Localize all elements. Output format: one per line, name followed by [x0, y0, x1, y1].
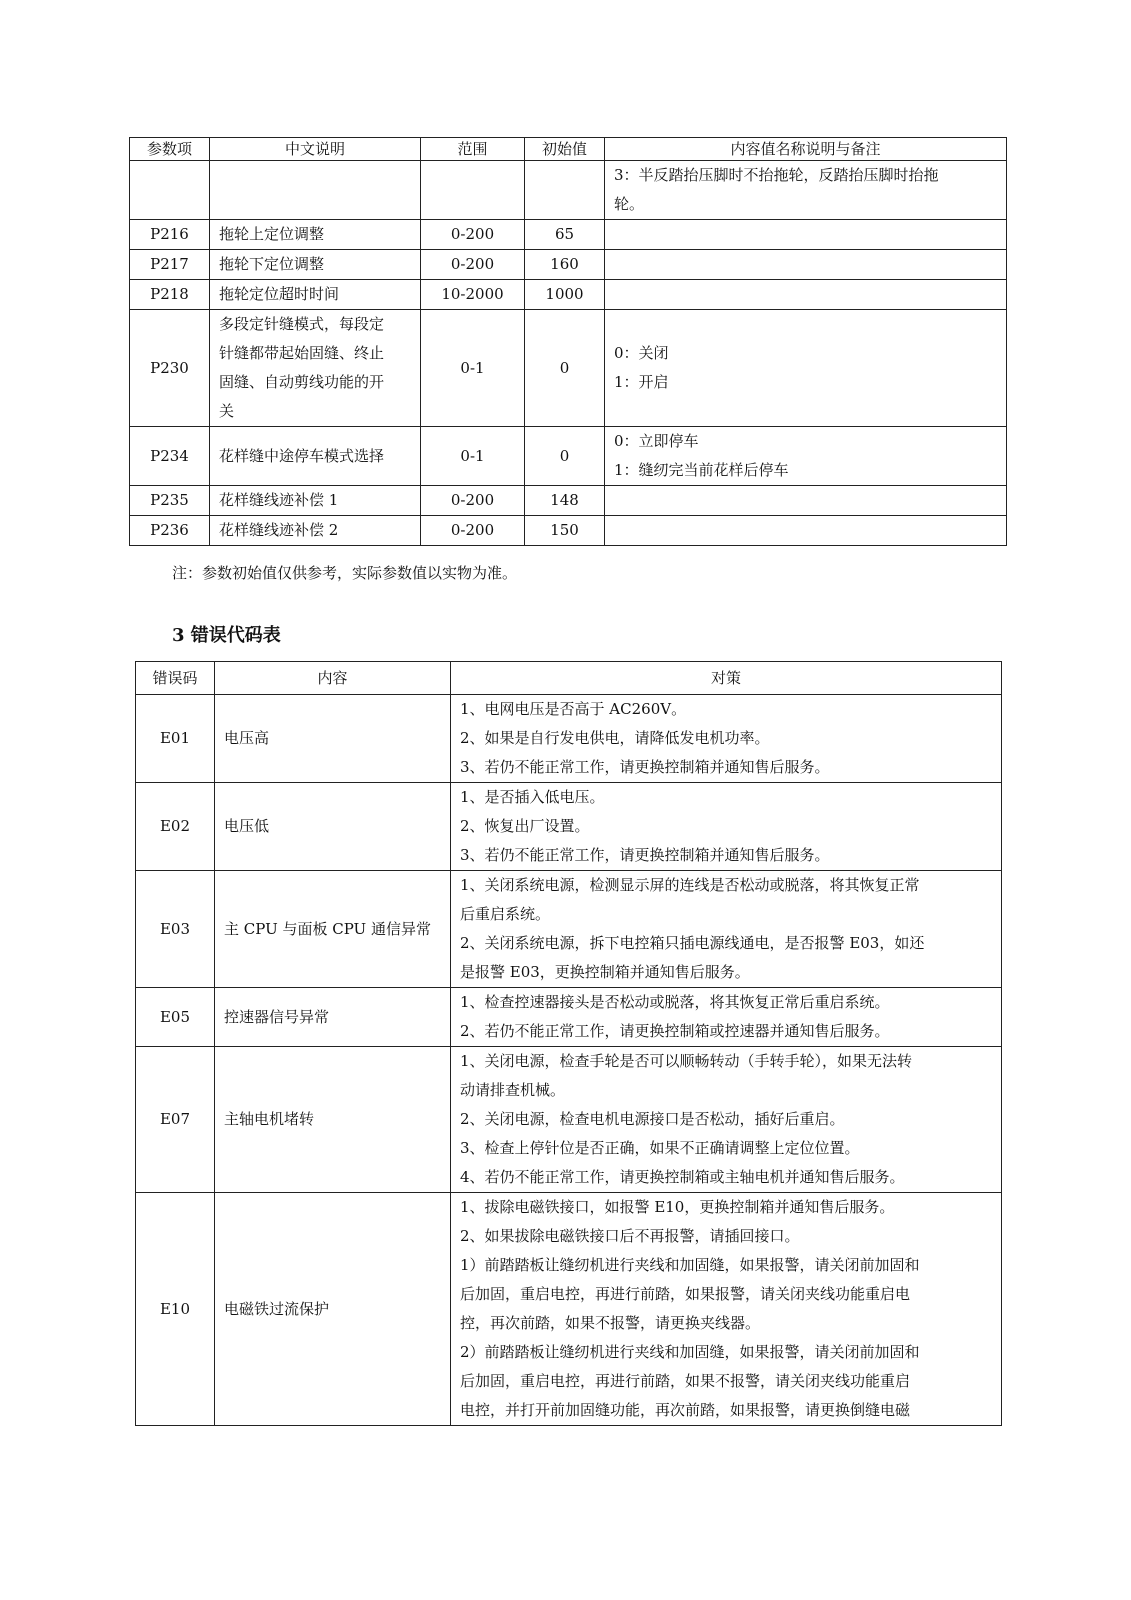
error-content: 主轴电机堵转 — [215, 1047, 451, 1193]
error-countermeasure-line: 2、如果拔除电磁铁接口后不再报警，请插回接口。 — [460, 1227, 800, 1245]
header-range: 范围 — [421, 138, 525, 161]
error-row — [136, 1193, 1002, 1426]
error-content: 电磁铁过流保护 — [215, 1193, 451, 1426]
param-description — [210, 486, 421, 516]
error-countermeasure — [451, 1193, 1002, 1426]
param-initial-value: 1000 — [525, 280, 605, 310]
error-countermeasure-line: 动请排查机械。 — [460, 1081, 566, 1099]
param-description — [210, 250, 421, 280]
param-remarks — [605, 161, 1007, 220]
error-code: E02 — [136, 783, 215, 871]
header-content: 内容 — [215, 662, 451, 695]
param-remarks-line: 1：缝纫完当前花样后停车 — [614, 461, 789, 479]
param-remarks — [605, 250, 1007, 280]
error-content: 电压低 — [215, 783, 451, 871]
parameter-row — [130, 161, 1007, 220]
header-param-code: 参数项 — [130, 138, 210, 161]
error-countermeasure-line: 后重启系统。 — [460, 905, 551, 923]
error-countermeasure-line: 2、若仍不能正常工作，请更换控制箱或控速器并通知售后服务。 — [460, 1022, 890, 1040]
header-countermeasure: 对策 — [451, 662, 1002, 695]
parameter-table-header — [130, 138, 1007, 161]
param-range: 0-1 — [421, 310, 525, 427]
error-countermeasure-line: 电控，并打开前加固缝功能，再次前踏，如果报警，请更换倒缝电磁 — [460, 1401, 911, 1419]
error-countermeasure-line: 1、检查控速器接头是否松动或脱落，将其恢复正常后重启系统。 — [460, 993, 890, 1011]
param-description — [210, 280, 421, 310]
error-countermeasure — [451, 988, 1002, 1047]
error-countermeasure-line: 后加固，重启电控，再进行前踏，如果报警，请关闭夹线功能重启电 — [460, 1285, 911, 1303]
param-description-line: 拖轮下定位调整 — [219, 255, 325, 273]
error-countermeasure-line: 2、如果是自行发电供电，请降低发电机功率。 — [460, 729, 770, 747]
param-remarks-line: 0：关闭 — [614, 344, 669, 362]
error-code: E05 — [136, 988, 215, 1047]
param-range: 10-2000 — [421, 280, 525, 310]
error-countermeasure — [451, 871, 1002, 988]
header-error-code: 错误码 — [136, 662, 215, 695]
error-countermeasure-line: 2、关闭系统电源，拆下电控箱只插电源线通电，是否报警 E03，如还 — [460, 934, 925, 952]
parameter-row — [130, 516, 1007, 546]
parameter-row — [130, 220, 1007, 250]
param-code: P236 — [130, 516, 210, 546]
parameter-row — [130, 427, 1007, 486]
error-code: E10 — [136, 1193, 215, 1426]
error-row — [136, 783, 1002, 871]
param-range — [421, 161, 525, 220]
param-description — [210, 516, 421, 546]
parameter-row — [130, 250, 1007, 280]
error-countermeasure-line: 1、关闭系统电源，检测显示屏的连线是否松动或脱落，将其恢复正常 — [460, 876, 920, 894]
param-code: P230 — [130, 310, 210, 427]
param-description-line: 多段定针缝模式，每段定 — [219, 315, 385, 333]
error-countermeasure-line: 1、是否插入低电压。 — [460, 788, 605, 806]
error-row — [136, 1047, 1002, 1193]
error-countermeasure-line: 1、关闭电源，检查手轮是否可以顺畅转动（手转手轮），如果无法转 — [460, 1052, 913, 1070]
param-initial-value: 148 — [525, 486, 605, 516]
param-description-line: 针缝都带起始固缝、终止 — [219, 344, 385, 362]
param-description-line: 花样缝线迹补偿 1 — [219, 491, 339, 509]
param-description — [210, 310, 421, 427]
error-countermeasure — [451, 695, 1002, 783]
param-remarks-line: 0：立即停车 — [614, 432, 699, 450]
error-content: 控速器信号异常 — [215, 988, 451, 1047]
param-description-line: 关 — [219, 402, 235, 420]
param-range: 0-200 — [421, 516, 525, 546]
param-description-line: 拖轮上定位调整 — [219, 225, 325, 243]
param-code — [130, 161, 210, 220]
error-countermeasure-line: 控，再次前踏，如果不报警，请更换夹线器。 — [460, 1314, 761, 1332]
param-remarks-line: 轮。 — [614, 195, 645, 213]
error-countermeasure-line: 后加固，重启电控，再进行前踏，如果不报警，请关闭夹线功能重启 — [460, 1372, 911, 1390]
error-countermeasure-line: 2）前踏踏板让缝纫机进行夹线和加固缝，如果报警，请关闭前加固和 — [460, 1343, 920, 1361]
param-code: P217 — [130, 250, 210, 280]
param-description — [210, 220, 421, 250]
param-remarks — [605, 220, 1007, 250]
param-initial-value — [525, 161, 605, 220]
parameter-row — [130, 486, 1007, 516]
param-initial-value: 160 — [525, 250, 605, 280]
param-initial-value: 0 — [525, 427, 605, 486]
error-countermeasure-line: 1）前踏踏板让缝纫机进行夹线和加固缝，如果报警，请关闭前加固和 — [460, 1256, 920, 1274]
param-description — [210, 427, 421, 486]
error-countermeasure — [451, 783, 1002, 871]
header-remarks: 内容值名称说明与备注 — [605, 138, 1007, 161]
param-remarks — [605, 427, 1007, 486]
param-range: 0-200 — [421, 486, 525, 516]
error-code-table — [135, 661, 1002, 1426]
section-title: 3 错误代码表 — [172, 625, 281, 646]
param-remarks-line: 1：开启 — [614, 373, 669, 391]
error-countermeasure-line: 4、若仍不能正常工作，请更换控制箱或主轴电机并通知售后服务。 — [460, 1168, 905, 1186]
param-description-line: 花样缝线迹补偿 2 — [219, 521, 339, 539]
param-code: P234 — [130, 427, 210, 486]
error-countermeasure-line: 3、若仍不能正常工作，请更换控制箱并通知售后服务。 — [460, 846, 830, 864]
parameter-note: 注：参数初始值仅供参考，实际参数值以实物为准。 — [172, 564, 518, 582]
header-description: 中文说明 — [210, 138, 421, 161]
parameter-table — [129, 137, 1007, 546]
parameter-row — [130, 280, 1007, 310]
error-code: E07 — [136, 1047, 215, 1193]
error-content: 电压高 — [215, 695, 451, 783]
param-remarks — [605, 280, 1007, 310]
param-remarks — [605, 310, 1007, 427]
param-description-line: 花样缝中途停车模式选择 — [219, 446, 385, 465]
parameter-row — [130, 310, 1007, 427]
param-description-line: 固缝、自动剪线功能的开 — [219, 373, 385, 391]
param-initial-value: 0 — [525, 310, 605, 427]
error-table-header — [136, 662, 1002, 695]
param-code: P218 — [130, 280, 210, 310]
param-code: P235 — [130, 486, 210, 516]
header-initial-value: 初始值 — [525, 138, 605, 161]
param-remarks-line: 3：半反踏抬压脚时不抬拖轮，反踏抬压脚时抬拖 — [614, 166, 939, 184]
param-range: 0-200 — [421, 250, 525, 280]
error-countermeasure-line: 2、关闭电源，检查电机电源接口是否松动，插好后重启。 — [460, 1110, 845, 1128]
error-content: 主 CPU 与面板 CPU 通信异常 — [215, 871, 451, 988]
error-code: E03 — [136, 871, 215, 988]
error-countermeasure-line: 1、电网电压是否高于 AC260V。 — [460, 700, 687, 718]
error-countermeasure-line: 2、恢复出厂设置。 — [460, 817, 590, 835]
param-remarks — [605, 516, 1007, 546]
error-countermeasure-line: 3、若仍不能正常工作，请更换控制箱并通知售后服务。 — [460, 758, 830, 776]
error-countermeasure — [451, 1047, 1002, 1193]
param-code: P216 — [130, 220, 210, 250]
error-countermeasure-line: 是报警 E03，更换控制箱并通知售后服务。 — [460, 963, 750, 981]
error-row — [136, 988, 1002, 1047]
param-initial-value: 65 — [525, 220, 605, 250]
param-description — [210, 161, 421, 220]
error-countermeasure-line: 1、拔除电磁铁接口，如报警 E10，更换控制箱并通知售后服务。 — [460, 1198, 895, 1216]
error-countermeasure-line: 3、检查上停针位是否正确，如果不正确请调整上定位位置。 — [460, 1139, 860, 1157]
param-range: 0-200 — [421, 220, 525, 250]
param-description-line: 拖轮定位超时时间 — [219, 285, 340, 303]
param-remarks — [605, 486, 1007, 516]
error-row — [136, 695, 1002, 783]
error-row — [136, 871, 1002, 988]
param-initial-value: 150 — [525, 516, 605, 546]
param-range: 0-1 — [421, 427, 525, 486]
error-code: E01 — [136, 695, 215, 783]
